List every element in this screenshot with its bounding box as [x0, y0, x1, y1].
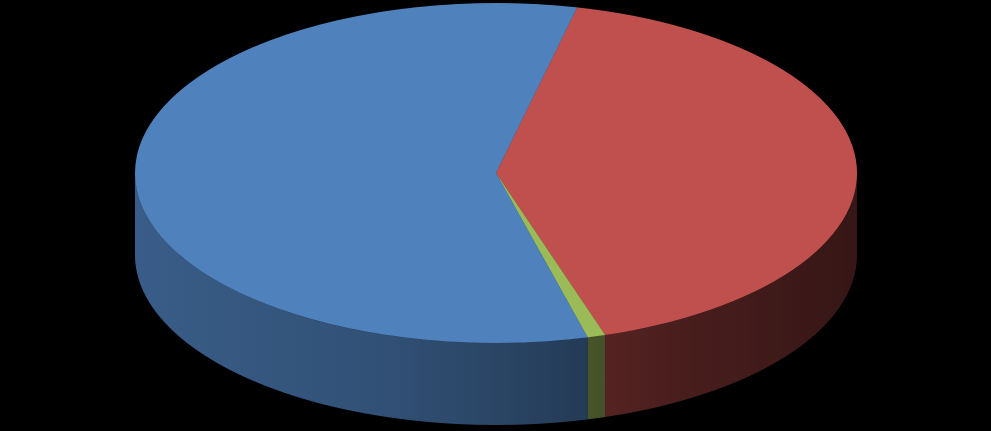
pie-side-1 [588, 335, 605, 419]
pie-tops [135, 3, 857, 343]
